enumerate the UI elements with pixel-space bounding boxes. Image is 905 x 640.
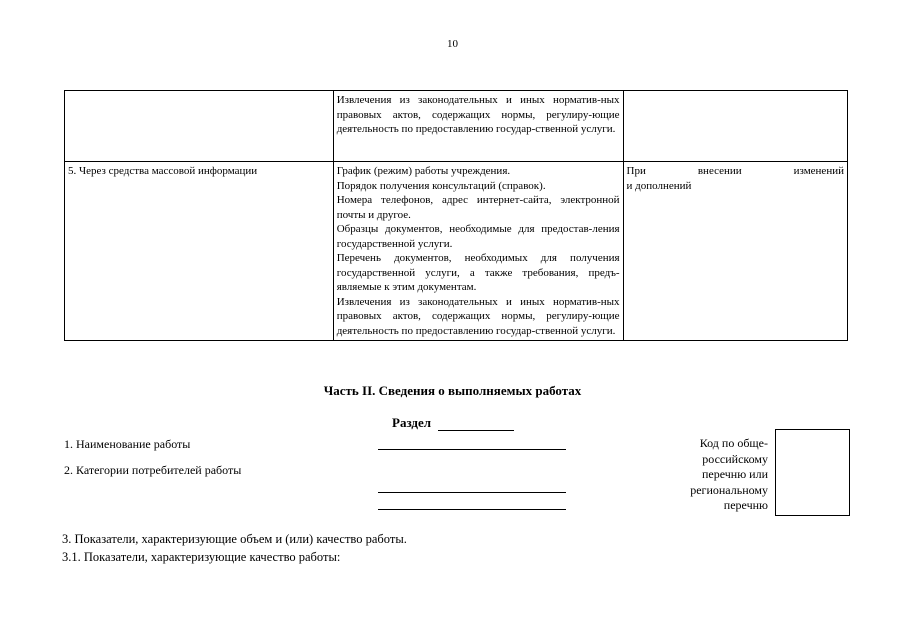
part-title: Часть II. Сведения о выполняемых работах xyxy=(323,383,582,398)
table-row xyxy=(65,91,848,162)
code-label-line: перечню или xyxy=(701,467,768,481)
paragraph-3: 3. Показатели, характеризующие объем и (или) качество работы. xyxy=(62,532,407,546)
frequency-rest: и дополнений xyxy=(626,179,692,192)
content-cell xyxy=(333,162,623,341)
work-name-label: 1. Наименование работы xyxy=(64,437,191,451)
code-label-line: российскому xyxy=(702,451,768,466)
content-paragraph: График (режим) работы учреждения. xyxy=(336,165,511,177)
content-paragraph: Извлечения из законодательных и иных норматив-ных правовых актов, содержащих нормы, регулиру-ющие деятельность по предоставлению государ-ственной услуги. xyxy=(336,295,620,337)
table-row xyxy=(65,162,848,341)
method-cell xyxy=(65,91,334,162)
method-cell: 5. Через средства массовой информации xyxy=(65,162,334,341)
code-label-line: региональному xyxy=(690,482,768,497)
consumers-line xyxy=(378,509,566,510)
frequency-word: внесении xyxy=(697,165,742,177)
frequency-word: изменений xyxy=(793,165,844,177)
code-label xyxy=(660,436,768,514)
frequency-first-line xyxy=(627,164,844,179)
information-table xyxy=(64,90,848,341)
code-label-line: Код по обще- xyxy=(699,436,768,450)
page-number: 10 xyxy=(447,38,458,50)
frequency-cell xyxy=(623,91,847,162)
content-cell xyxy=(333,91,623,162)
section-number-line xyxy=(438,430,514,431)
content-paragraph: Образцы документов, необходимые для предостав-ления государственной услуги. xyxy=(336,223,620,250)
work-name-line xyxy=(378,449,566,450)
content-paragraph: Перечень документов, необходимых для получения государственной услуги, а также требования, предъ-являемые к этим документам. xyxy=(336,252,620,293)
content-paragraph: Порядок получения консультаций (справок). xyxy=(336,179,546,192)
frequency-word: При xyxy=(626,165,646,177)
code-box xyxy=(775,429,850,516)
content-text: Извлечения из законодательных и иных норматив-ных правовых актов, содержащих нормы, регулиру-ющие деятельность по предоставлению государ-ственной услуги. xyxy=(336,94,620,135)
paragraph-3-1: 3.1. Показатели, характеризующие качество работы: xyxy=(62,550,341,564)
consumers-label: 2. Категории потребителей работы xyxy=(64,463,242,477)
content-paragraph: Номера телефонов, адрес интернет-сайта, электронной почты и другое. xyxy=(336,194,620,221)
frequency-cell xyxy=(623,162,847,341)
code-label-line: перечню xyxy=(723,498,768,512)
consumers-line xyxy=(378,492,566,493)
section-label: Раздел xyxy=(392,415,432,430)
